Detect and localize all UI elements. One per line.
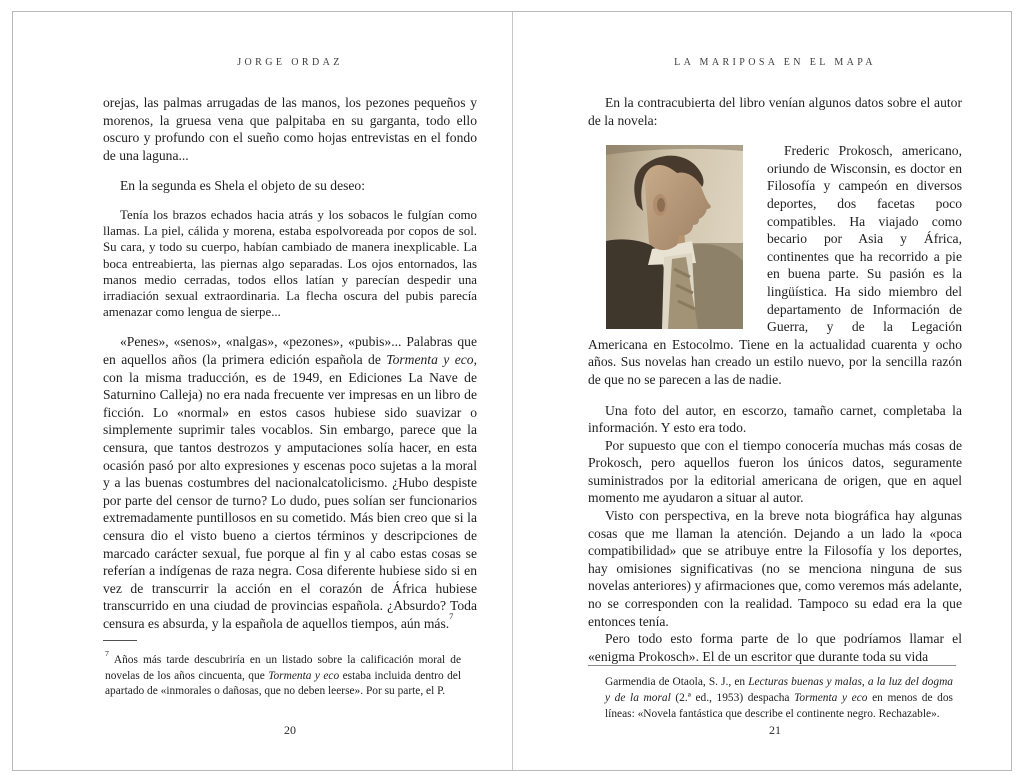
author-photo xyxy=(606,145,743,329)
block-quote-shela: Tenía los brazos echados hacia atrás y los sobacos le fulgían como llamas. La piel, cálida y morena, estaba espolvoreada por copos de sol. Su cara, y todo su cuerpo, habían cambiado de manera inexplicable. La boca entreabierta, las piernas algo separadas. Los ojos entornados, las manos medio cerradas, todos ellos latían y parecían despedir una irradiación sexual extraordinaria. La flecha oscura del pubis parecía amenazar como lengua de sierpe... xyxy=(103,207,477,320)
footnote-text: Años más tarde descubriría en un listado sobre la calificación moral de novelas de los años cincuenta, que Tormenta y eco estaba incluida dentro del apartado de «inmorales o dañosas, que no deben leerse». Por su parte, el P. xyxy=(105,654,462,698)
footnote-continuation: Garmendia de Otaola, S. J., en Lecturas buenas y malas, a la luz del dogma y de la moral (2.ª ed., 1953) despacha Tormenta y eco en menos de dos líneas: «Novela fantástica que describe el continente negro. Rechazable». xyxy=(605,676,953,720)
right-text-block xyxy=(588,94,962,665)
footnote-area-left xyxy=(103,640,477,700)
left-text-block xyxy=(103,94,477,632)
footnote-7 xyxy=(105,648,461,700)
footnote-area-right xyxy=(588,665,962,722)
paragraph-censorship: «Penes», «senos», «nalgas», «pezones», «pubis»... Palabras que en aquellos años (la primera edición española de Tormenta y eco, con la misma traducción, es de 1949, en Ediciones La Nave de Saturnino Calleja) no era nada frecuente ver impresas en un libro de ficción. Lo «normal» en estos casos hubiese sido suavizar o simplemente suprimir tales vocablos. Sin embargo, parece que la censura, que tantos destrozos y amputaciones solía hacer, en esta ocasión pasó por alto expresiones y escenas poco sujetas a la moral y a las buenas costumbres del nacionalcatolicismo. ¿Hubo despiste por parte del censor de turno? Lo dudo, pues solían ser funcionarios extremadamente puntillosos en su cometido. Más bien creo que si la censura dio el visto bueno a ciertos términos y descripciones de marcado carácter sexual, fue porque al fin y al cabo estas cosas se referían a indígenas de raza negra. Cosa diferente hubiese sido si en vez de transcurrir la acción en el corazón de África hubiese transcurrido en una ciudad de provincias española. ¿Absurdo? Toda censura es absurda, y la española de aquellos tiempos, aún más.$^7$ xyxy=(103,334,477,631)
footnote-rule xyxy=(103,640,137,641)
paragraph-por-supuesto: Por supuesto que con el tiempo conocería muchas más cosas de Prokosch, pero aquellos fueron los únicos datos, seguramente suministrados por la editorial americana de origen, que en aquel momento me ayudaron a situar al autor. xyxy=(588,437,962,506)
paragraph-continuation: orejas, las palmas arrugadas de las manos, los pezones pequeños y morenos, la gruesa vena que palpitaba en su garganta, todo ello oscuro y profundo con el sueño como hojas entrevistas en el fondo de una laguna... xyxy=(103,95,477,163)
book-spread xyxy=(12,11,1012,771)
paragraph-bio-quote xyxy=(588,142,962,388)
footnote-marker: 7 xyxy=(105,648,109,658)
bio-quote-text: Frederic Prokosch, americano, oriundo de Wisconsin, es doctor en Filosofía y campeón en diversos deportes, dos facetas poco compatibles. Ha viajado como becario por Asia y África, continentes que ha recorrido a pie en buena parte. Su pasión es la lingüística. Ha sido miembro del departamento de Información de Guerra, y de la Legación Americana en Estocolmo. Tiene en la actualidad cuarenta y ocho años. Sus novelas han creado un estilo nuevo, por la sencilla razón de que no se parecen a las de nadie. xyxy=(588,143,962,387)
running-header-right: LA MARIPOSA EN EL MAPA xyxy=(674,57,876,68)
page-number-right: 21 xyxy=(769,723,781,737)
page-right xyxy=(513,12,1011,770)
page-number-left: 20 xyxy=(284,723,296,737)
paragraph-enigma-prokosch: Pero todo esto forma parte de lo que podríamos llamar el «enigma Prokosch». El de un escritor que durante toda su vida xyxy=(588,631,962,664)
running-header-left: JORGE ORDAZ xyxy=(237,57,343,68)
paragraph-intro: En la contracubierta del libro venían algunos datos sobre el autor de la novela: xyxy=(588,95,962,128)
paragraph-intro-quote: En la segunda es Shela el objeto de su deseo: xyxy=(120,178,365,194)
paragraph-visto-con-perspectiva: Visto con perspectiva, en la breve nota biográfica hay algunas cosas que me llaman la atención. Dejando a un lado la «poca compatibilidad» que se atribuye entre la Filosofía y los deportes, hay omisiones significativas (no se menciona ninguna de sus novelas anteriores) y afirmaciones que, como veremos más adelante, no se corresponden con la realidad. Tampoco su edad era la que entonces tenía. xyxy=(588,508,962,629)
paragraph-foto-carnet: Una foto del autor, en escorzo, tamaño carnet, completaba la información. Y esto era todo. xyxy=(588,402,962,436)
footnote-rule xyxy=(588,665,956,666)
page-left xyxy=(13,12,513,770)
